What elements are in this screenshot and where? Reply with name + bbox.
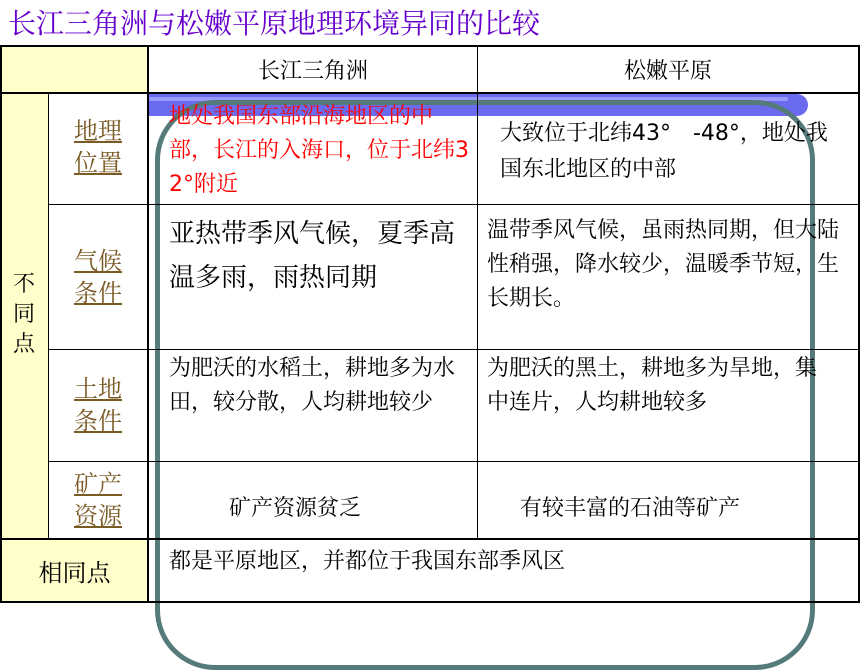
row-label-minerals[interactable]: 矿产资源 [74, 470, 122, 530]
page-title: 长江三角洲与松嫩平原地理环境异同的比较 [8, 7, 541, 40]
same-points-text: 都是平原地区，并都位于我国东部季风区 [169, 549, 566, 574]
cell-land-yangtze: 为肥沃的水稻土，耕地多为水田，较分散，人均耕地较少 [169, 356, 456, 415]
same-points-label: 相同点 [38, 559, 111, 587]
header-songnen-plain: 松嫩平原 [623, 59, 712, 84]
cell-minerals-yangtze: 矿产资源贫乏 [229, 496, 362, 521]
row-label-climate[interactable]: 气候条件 [74, 247, 122, 307]
header-yangtze-delta: 长江三角洲 [257, 59, 368, 84]
cell-minerals-songnen: 有较丰富的石油等矿产 [520, 496, 741, 521]
cell-location-yangtze: 地处我国东部沿海地区的中部，长江的入海口，位于北纬32°附近 [169, 104, 469, 197]
cell-land-songnen: 为肥沃的黑土，耕地多为旱地，集中连片，人均耕地较多 [487, 356, 818, 415]
cell-climate-yangtze: 亚热带季风气候，夏季高温多雨，雨热同期 [169, 219, 456, 293]
row-label-land[interactable]: 土地条件 [74, 375, 122, 435]
header-shade-left [0, 45, 148, 92]
cell-location-songnen: 大致位于北纬43° -48°，地处我国东北地区的中部 [500, 121, 828, 182]
row-label-location[interactable]: 地理位置 [74, 117, 122, 177]
cell-climate-songnen: 温带季风气候，虽雨热同期，但大陆性稍强，降水较少，温暖季节短，生长期长。 [487, 218, 840, 311]
group-label-differences: 不同点 [12, 272, 35, 357]
